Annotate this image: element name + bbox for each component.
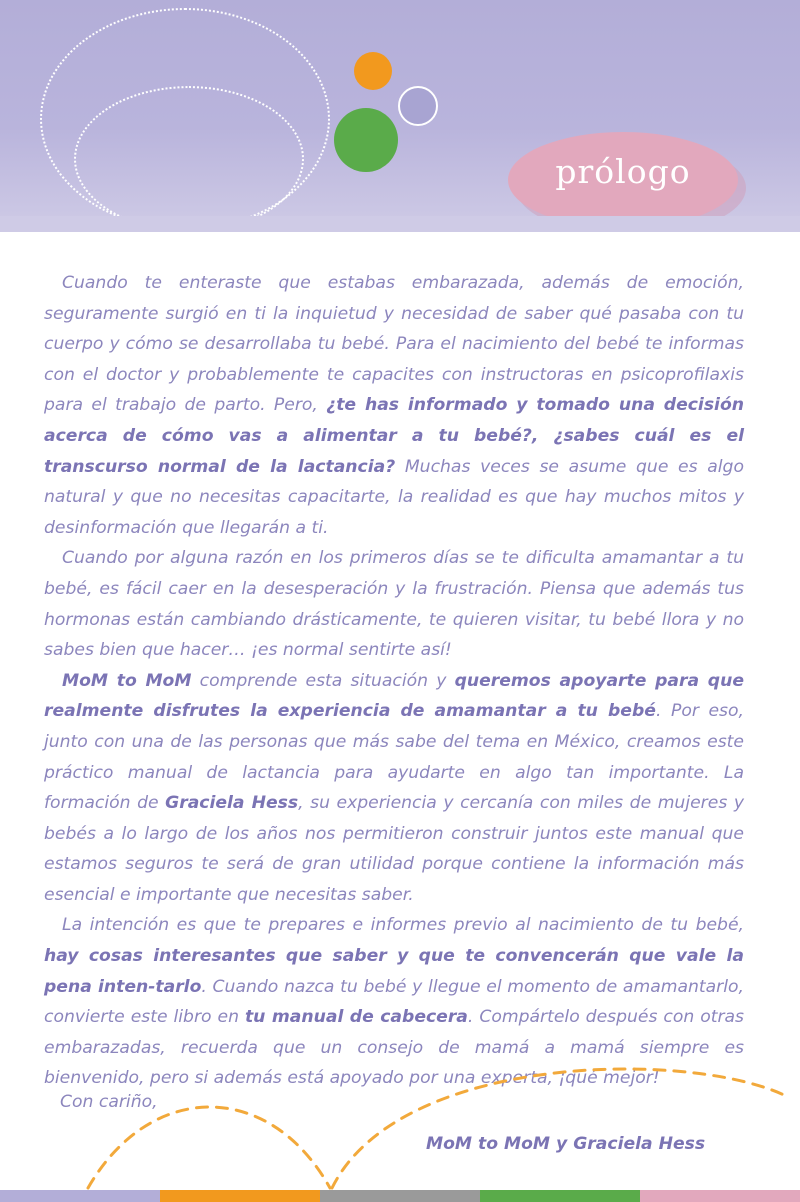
dotted-circle-small-icon [74, 86, 304, 232]
paragraph-4-run-1: La intención es que te prepares e informes previo al nacimiento de tu bebé, [62, 915, 744, 936]
signoff-block [44, 1092, 744, 1154]
paragraph-3-run-1: MoM to MoM [62, 670, 192, 691]
footer-color-bar [0, 1190, 800, 1202]
signoff-closing: Con cariño, [60, 1092, 158, 1112]
periwinkle-dot-icon [398, 86, 438, 126]
paragraph-4-run-2: hay cosas interesantes que saber y que te convencerán que vale la pena inten-tarlo [44, 946, 744, 997]
paragraph-1-run-2: ¿te has informado y tomado una decisión acerca de cómo vas a alimentar a tu bebé?, ¿sabes cuál es el transcurso normal de la lactancia? [44, 395, 744, 477]
prologue-body [44, 268, 744, 1094]
paragraph-3-run-3: queremos apoyarte para que realmente disfrutes la experiencia de amamantar a tu bebé [44, 670, 744, 722]
paragraph-1-run-1: Cuando te enteraste que estabas embarazada, además de emoción, seguramente surgió en ti la inquietud y necesidad de saber qué pasaba con tu cuerpo y cómo se desarrollaba tu bebé. Para el nacimiento del bebé te informas con el doctor y probablemente te capacites con instructoras en psicoprofilaxis para el trabajo de parto. Pero, [44, 273, 744, 416]
footer-segment-pink [640, 1190, 800, 1202]
paragraph-2-run-1: Cuando por alguna razón en los primeros días se te dificulta amamantar a tu bebé, es fácil caer en la desesperación y la frustración. Piensa que además tus hormonas están cambiando drásticamente, te quieren visitar, tu bebé llora y no sabes bien que hacer… ¡es normal sentirte así! [44, 548, 744, 661]
paragraph-3-run-6: , su experiencia y cercanía con miles de mujeres y bebés a lo largo de los años nos permitieron construir juntos este manual que estamos seguros te será de gran utilidad porque contiene la información más esencial e importante que necesitas saber. [44, 793, 744, 905]
footer-segment-lavender [0, 1190, 160, 1202]
paragraph-3 [44, 666, 744, 911]
paragraph-4 [44, 910, 744, 1094]
paragraph-1 [44, 268, 744, 543]
paragraph-4-run-5: . Compártelo después con otras embarazadas, recuerda que un consejo de mamá a mamá siempre es bienvenido, pero si además está apoyado por una experta, ¡qué mejor! [44, 1007, 745, 1089]
footer-segment-green [480, 1190, 640, 1202]
paragraph-2 [44, 543, 744, 665]
paragraph-4-run-3: . Cuando nazca tu bebé y llegue el momento de amamantarlo, convierte este libro en [44, 976, 744, 1028]
page-header-band [0, 0, 800, 232]
footer-segment-orange [160, 1190, 320, 1202]
page-title: prólogo [555, 152, 691, 191]
footer-segment-gray [320, 1190, 480, 1202]
paragraph-3-run-4: . Por eso, junto con una de las personas que más sabe del tema en México, creamos este práctico manual de lactancia para ayudarte en algo tan importante. La formación de [44, 701, 744, 814]
paragraph-3-run-2: comprende esta situación y [191, 670, 455, 691]
orange-dot-icon [354, 52, 392, 90]
paragraph-4-run-4: tu manual de cabecera [244, 1007, 468, 1028]
paragraph-3-run-5: Graciela Hess [165, 793, 299, 814]
header-band-bottom-strip [0, 216, 800, 232]
green-dot-icon [334, 108, 398, 172]
paragraph-1-run-3: Muchas veces se asume que es algo natural y que no necesitas capacitarte, la realidad es que hay muchos mitos y desinformación que llegarán a ti. [44, 456, 744, 538]
signoff-signature: MoM to MoM y Graciela Hess [426, 1134, 706, 1154]
